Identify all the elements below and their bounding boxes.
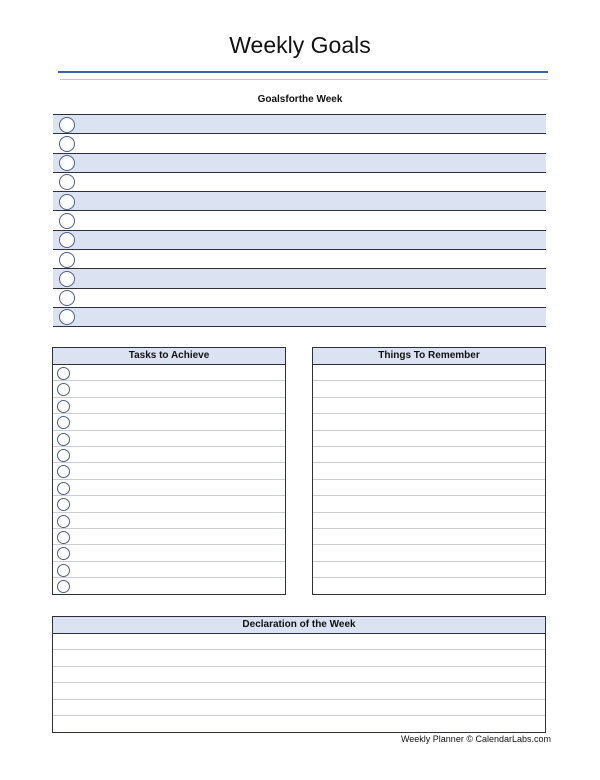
goal-checkbox-circle[interactable] [59, 252, 75, 268]
title-divider-thin [60, 79, 548, 80]
remember-box [312, 347, 546, 595]
goal-checkbox-circle[interactable] [59, 174, 75, 190]
goal-row[interactable] [53, 250, 546, 269]
goal-checkbox-circle[interactable] [59, 155, 75, 171]
task-checkbox-circle[interactable] [57, 498, 70, 511]
declaration-row[interactable] [53, 716, 545, 732]
tasks-rows [53, 365, 285, 594]
remember-row[interactable] [313, 398, 545, 414]
goal-row[interactable] [53, 231, 546, 250]
goal-checkbox-circle[interactable] [59, 117, 75, 133]
goal-row[interactable] [53, 289, 546, 308]
remember-row[interactable] [313, 545, 545, 561]
declaration-row[interactable] [53, 667, 545, 683]
task-row[interactable] [53, 480, 285, 496]
remember-row[interactable] [313, 463, 545, 479]
title-divider [58, 71, 548, 73]
goal-checkbox-circle[interactable] [59, 309, 75, 325]
task-checkbox-circle[interactable] [57, 547, 70, 560]
task-row[interactable] [53, 529, 285, 545]
task-checkbox-circle[interactable] [57, 482, 70, 495]
remember-row[interactable] [313, 513, 545, 529]
task-row[interactable] [53, 463, 285, 479]
task-row[interactable] [53, 447, 285, 463]
task-checkbox-circle[interactable] [57, 515, 70, 528]
goal-row[interactable] [53, 173, 546, 192]
task-checkbox-circle[interactable] [57, 367, 70, 380]
remember-row[interactable] [313, 431, 545, 447]
remember-row[interactable] [313, 447, 545, 463]
declaration-row[interactable] [53, 700, 545, 716]
goals-list [53, 114, 546, 327]
declaration-rows [53, 634, 545, 732]
task-checkbox-circle[interactable] [57, 433, 70, 446]
task-row[interactable] [53, 513, 285, 529]
goal-checkbox-circle[interactable] [59, 194, 75, 210]
goal-row[interactable] [53, 211, 546, 230]
remember-row[interactable] [313, 496, 545, 512]
goal-row[interactable] [53, 114, 546, 134]
goals-heading: Goalsforthe Week [257, 94, 343, 105]
goal-checkbox-circle[interactable] [59, 290, 75, 306]
goal-row[interactable] [53, 192, 546, 211]
goal-row[interactable] [53, 269, 546, 288]
declaration-row[interactable] [53, 634, 545, 650]
remember-row[interactable] [313, 578, 545, 594]
goal-row[interactable] [53, 154, 546, 173]
tasks-box [52, 347, 286, 595]
declaration-heading: Declaration of the Week [53, 617, 545, 634]
task-checkbox-circle[interactable] [57, 383, 70, 396]
goal-row[interactable] [53, 308, 546, 327]
task-checkbox-circle[interactable] [57, 416, 70, 429]
task-checkbox-circle[interactable] [57, 400, 70, 413]
task-checkbox-circle[interactable] [57, 580, 70, 593]
remember-heading: Things To Remember [313, 348, 545, 365]
footer-credit: Weekly Planner © CalendarLabs.com [400, 734, 551, 744]
remember-row[interactable] [313, 365, 545, 381]
task-checkbox-circle[interactable] [57, 564, 70, 577]
remember-row[interactable] [313, 562, 545, 578]
task-checkbox-circle[interactable] [57, 449, 70, 462]
task-checkbox-circle[interactable] [57, 465, 70, 478]
remember-row[interactable] [313, 529, 545, 545]
task-row[interactable] [53, 381, 285, 397]
tasks-heading: Tasks to Achieve [53, 348, 285, 365]
task-checkbox-circle[interactable] [57, 531, 70, 544]
task-row[interactable] [53, 398, 285, 414]
declaration-row[interactable] [53, 683, 545, 699]
task-row[interactable] [53, 562, 285, 578]
task-row[interactable] [53, 431, 285, 447]
goal-checkbox-circle[interactable] [59, 213, 75, 229]
declaration-box [52, 616, 546, 733]
task-row[interactable] [53, 414, 285, 430]
remember-row[interactable] [313, 381, 545, 397]
declaration-row[interactable] [53, 650, 545, 666]
page-title: Weekly Goals [229, 32, 371, 58]
task-row[interactable] [53, 578, 285, 594]
goal-checkbox-circle[interactable] [59, 232, 75, 248]
remember-row[interactable] [313, 414, 545, 430]
task-row[interactable] [53, 545, 285, 561]
task-row[interactable] [53, 496, 285, 512]
goal-checkbox-circle[interactable] [59, 136, 75, 152]
goal-row[interactable] [53, 134, 546, 153]
goal-checkbox-circle[interactable] [59, 271, 75, 287]
task-row[interactable] [53, 365, 285, 381]
remember-row[interactable] [313, 480, 545, 496]
remember-rows [313, 365, 545, 594]
